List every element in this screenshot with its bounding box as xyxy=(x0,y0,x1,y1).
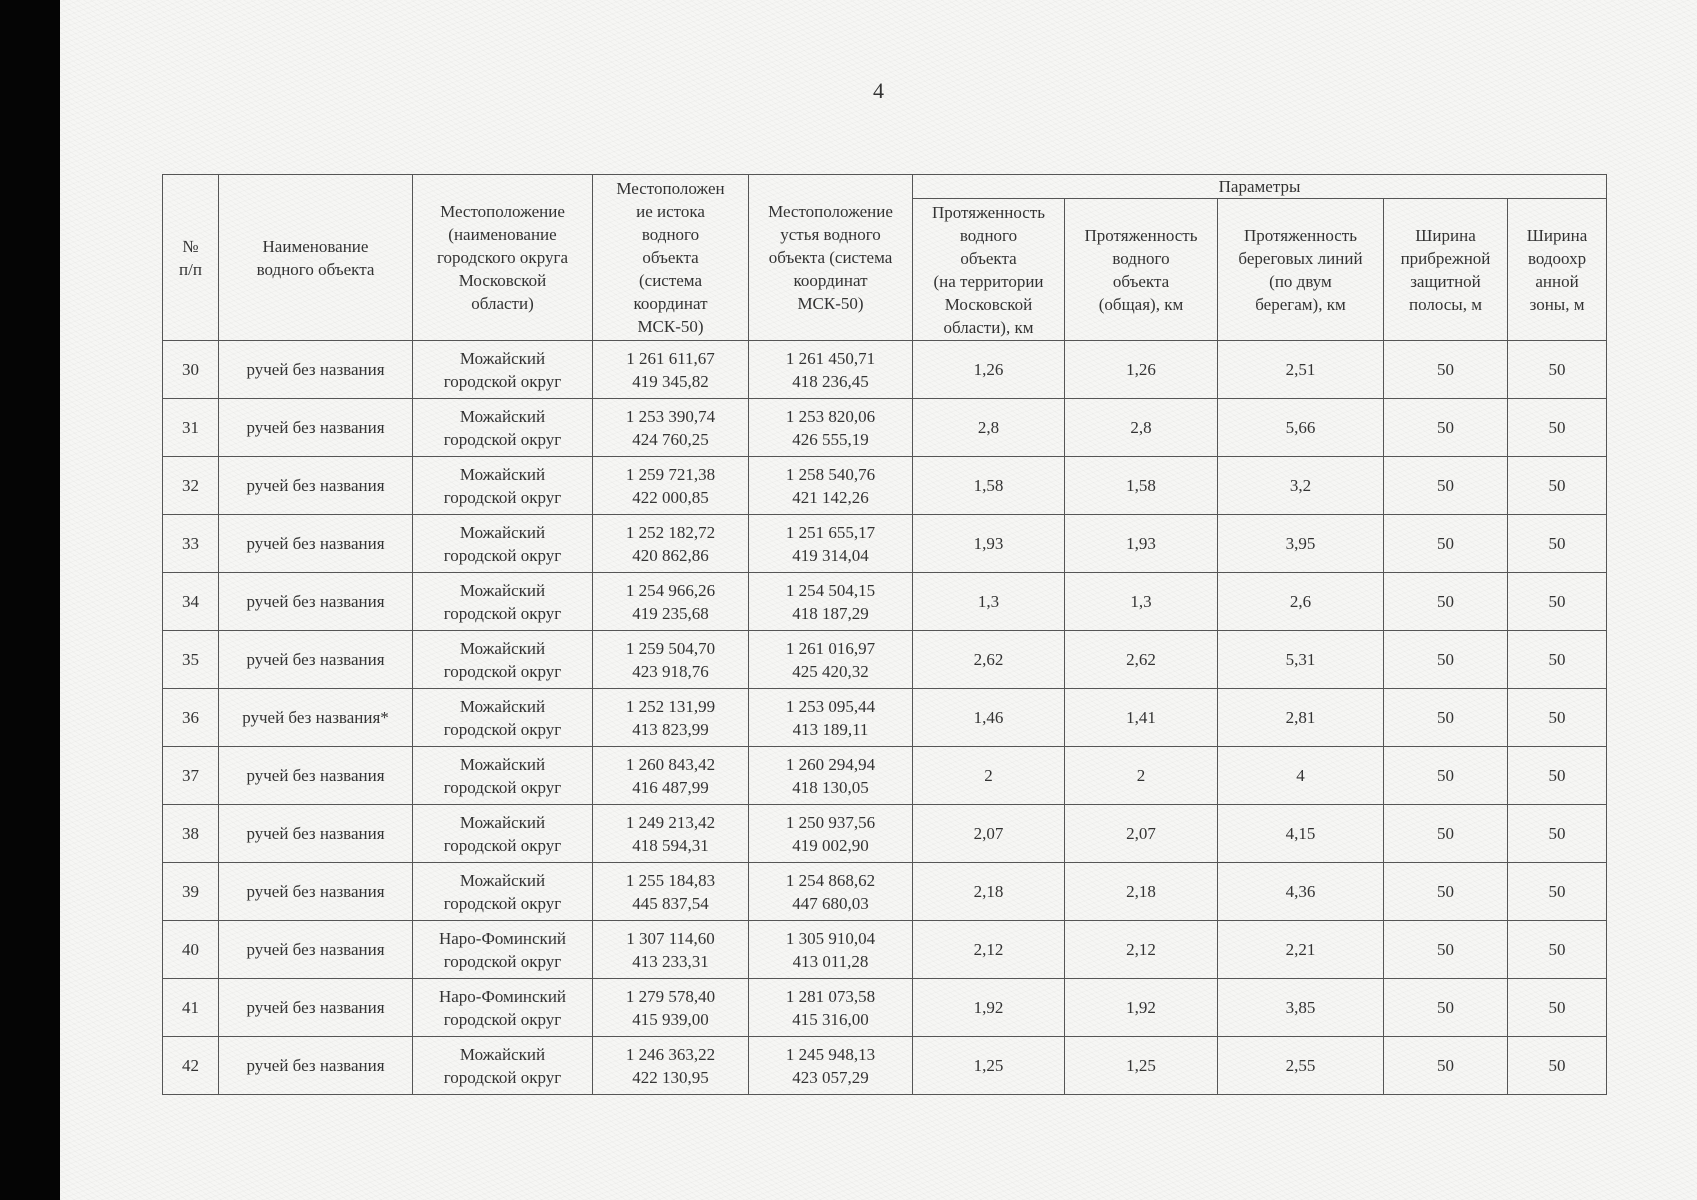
cell-shoreline: 3,95 xyxy=(1218,515,1384,573)
cell-shoreline: 5,31 xyxy=(1218,631,1384,689)
cell-coastal-strip: 50 xyxy=(1384,457,1508,515)
cell-location: Можайский городской округ xyxy=(413,341,593,399)
cell-location: Можайский городской округ xyxy=(413,747,593,805)
cell-shoreline: 2,51 xyxy=(1218,341,1384,399)
cell-num: 34 xyxy=(163,573,219,631)
cell-source-coords: 1 279 578,40 415 939,00 xyxy=(593,979,749,1037)
cell-location: Можайский городской округ xyxy=(413,573,593,631)
cell-length-total: 2 xyxy=(1065,747,1218,805)
cell-shoreline: 4,36 xyxy=(1218,863,1384,921)
cell-mouth-coords: 1 261 450,71 418 236,45 xyxy=(749,341,913,399)
header-water-zone: Ширина водоохр анной зоны, м xyxy=(1508,199,1607,341)
cell-mouth-coords: 1 254 504,15 418 187,29 xyxy=(749,573,913,631)
cell-source-coords: 1 252 131,99 413 823,99 xyxy=(593,689,749,747)
table-row xyxy=(163,863,1607,921)
cell-coastal-strip: 50 xyxy=(1384,515,1508,573)
cell-length-mo: 1,3 xyxy=(913,573,1065,631)
cell-length-mo: 1,92 xyxy=(913,979,1065,1037)
cell-source-coords: 1 252 182,72 420 862,86 xyxy=(593,515,749,573)
cell-location: Можайский городской округ xyxy=(413,515,593,573)
header-coastal-strip: Ширина прибрежной защитной полосы, м xyxy=(1384,199,1508,341)
cell-mouth-coords: 1 253 095,44 413 189,11 xyxy=(749,689,913,747)
table-row xyxy=(163,341,1607,399)
cell-coastal-strip: 50 xyxy=(1384,341,1508,399)
cell-location: Наро-Фоминский городской округ xyxy=(413,921,593,979)
cell-name: ручей без названия xyxy=(219,805,413,863)
cell-source-coords: 1 259 721,38 422 000,85 xyxy=(593,457,749,515)
cell-name: ручей без названия xyxy=(219,573,413,631)
cell-length-mo: 2,62 xyxy=(913,631,1065,689)
cell-length-mo: 1,26 xyxy=(913,341,1065,399)
cell-num: 33 xyxy=(163,515,219,573)
cell-num: 42 xyxy=(163,1037,219,1095)
cell-length-mo: 2,12 xyxy=(913,921,1065,979)
cell-shoreline: 3,85 xyxy=(1218,979,1384,1037)
cell-num: 37 xyxy=(163,747,219,805)
cell-coastal-strip: 50 xyxy=(1384,747,1508,805)
cell-coastal-strip: 50 xyxy=(1384,399,1508,457)
cell-mouth-coords: 1 261 016,97 425 420,32 xyxy=(749,631,913,689)
cell-length-total: 2,8 xyxy=(1065,399,1218,457)
cell-name: ручей без названия xyxy=(219,399,413,457)
table-body xyxy=(163,341,1607,1095)
cell-length-mo: 1,25 xyxy=(913,1037,1065,1095)
cell-num: 39 xyxy=(163,863,219,921)
header-source: Местоположен ие истока водного объекта (система координат МСК-50) xyxy=(593,175,749,341)
cell-shoreline: 2,21 xyxy=(1218,921,1384,979)
cell-water-zone: 50 xyxy=(1508,399,1607,457)
table-row xyxy=(163,515,1607,573)
cell-num: 41 xyxy=(163,979,219,1037)
cell-length-total: 2,12 xyxy=(1065,921,1218,979)
cell-name: ручей без названия xyxy=(219,515,413,573)
cell-shoreline: 4 xyxy=(1218,747,1384,805)
cell-source-coords: 1 254 966,26 419 235,68 xyxy=(593,573,749,631)
cell-mouth-coords: 1 258 540,76 421 142,26 xyxy=(749,457,913,515)
table-row xyxy=(163,573,1607,631)
cell-length-mo: 1,58 xyxy=(913,457,1065,515)
header-length-mo: Протяженность водного объекта (на территории Московской области), км xyxy=(913,199,1065,341)
cell-length-total: 2,18 xyxy=(1065,863,1218,921)
cell-mouth-coords: 1 254 868,62 447 680,03 xyxy=(749,863,913,921)
cell-length-total: 1,93 xyxy=(1065,515,1218,573)
cell-source-coords: 1 255 184,83 445 837,54 xyxy=(593,863,749,921)
cell-water-zone: 50 xyxy=(1508,805,1607,863)
cell-source-coords: 1 246 363,22 422 130,95 xyxy=(593,1037,749,1095)
cell-water-zone: 50 xyxy=(1508,979,1607,1037)
document-page xyxy=(60,0,1697,1200)
cell-coastal-strip: 50 xyxy=(1384,921,1508,979)
page-number: 4 xyxy=(873,78,884,103)
header-num: № п/п xyxy=(163,175,219,341)
table-row xyxy=(163,689,1607,747)
cell-water-zone: 50 xyxy=(1508,631,1607,689)
cell-length-mo: 2,18 xyxy=(913,863,1065,921)
cell-length-total: 1,92 xyxy=(1065,979,1218,1037)
cell-length-mo: 2,8 xyxy=(913,399,1065,457)
cell-length-total: 1,25 xyxy=(1065,1037,1218,1095)
cell-mouth-coords: 1 251 655,17 419 314,04 xyxy=(749,515,913,573)
cell-length-total: 1,3 xyxy=(1065,573,1218,631)
cell-num: 38 xyxy=(163,805,219,863)
table-row xyxy=(163,921,1607,979)
cell-location: Можайский городской округ xyxy=(413,863,593,921)
cell-water-zone: 50 xyxy=(1508,921,1607,979)
cell-location: Можайский городской округ xyxy=(413,689,593,747)
cell-mouth-coords: 1 281 073,58 415 316,00 xyxy=(749,979,913,1037)
cell-coastal-strip: 50 xyxy=(1384,689,1508,747)
cell-name: ручей без названия xyxy=(219,631,413,689)
cell-mouth-coords: 1 253 820,06 426 555,19 xyxy=(749,399,913,457)
header-mouth: Местоположение устья водного объекта (система координат МСК-50) xyxy=(749,175,913,341)
cell-name: ручей без названия xyxy=(219,341,413,399)
cell-length-total: 1,41 xyxy=(1065,689,1218,747)
scan-dark-edge xyxy=(0,0,60,1200)
header-location: Местоположение (наименование городского округа Московской области) xyxy=(413,175,593,341)
cell-shoreline: 2,55 xyxy=(1218,1037,1384,1095)
table-header xyxy=(163,175,1607,341)
cell-water-zone: 50 xyxy=(1508,863,1607,921)
cell-water-zone: 50 xyxy=(1508,457,1607,515)
cell-source-coords: 1 260 843,42 416 487,99 xyxy=(593,747,749,805)
cell-location: Можайский городской округ xyxy=(413,399,593,457)
cell-num: 31 xyxy=(163,399,219,457)
cell-location: Можайский городской округ xyxy=(413,457,593,515)
header-length-total: Протяженность водного объекта (общая), км xyxy=(1065,199,1218,341)
cell-shoreline: 4,15 xyxy=(1218,805,1384,863)
table-row xyxy=(163,747,1607,805)
water-bodies-table xyxy=(162,174,1607,1095)
cell-num: 30 xyxy=(163,341,219,399)
cell-name: ручей без названия* xyxy=(219,689,413,747)
table-row xyxy=(163,399,1607,457)
cell-name: ручей без названия xyxy=(219,747,413,805)
table-row xyxy=(163,805,1607,863)
table-row xyxy=(163,1037,1607,1095)
cell-length-total: 1,26 xyxy=(1065,341,1218,399)
cell-num: 36 xyxy=(163,689,219,747)
cell-water-zone: 50 xyxy=(1508,341,1607,399)
table-row xyxy=(163,457,1607,515)
cell-length-total: 2,07 xyxy=(1065,805,1218,863)
cell-coastal-strip: 50 xyxy=(1384,631,1508,689)
cell-num: 32 xyxy=(163,457,219,515)
table-row xyxy=(163,631,1607,689)
cell-water-zone: 50 xyxy=(1508,689,1607,747)
cell-shoreline: 2,81 xyxy=(1218,689,1384,747)
cell-water-zone: 50 xyxy=(1508,515,1607,573)
header-params-group: Параметры xyxy=(913,175,1607,199)
cell-shoreline: 2,6 xyxy=(1218,573,1384,631)
cell-name: ручей без названия xyxy=(219,457,413,515)
cell-length-mo: 2 xyxy=(913,747,1065,805)
cell-num: 40 xyxy=(163,921,219,979)
cell-location: Наро-Фоминский городской округ xyxy=(413,979,593,1037)
cell-source-coords: 1 259 504,70 423 918,76 xyxy=(593,631,749,689)
cell-mouth-coords: 1 245 948,13 423 057,29 xyxy=(749,1037,913,1095)
cell-name: ручей без названия xyxy=(219,979,413,1037)
cell-name: ручей без названия xyxy=(219,863,413,921)
cell-location: Можайский городской округ xyxy=(413,805,593,863)
cell-location: Можайский городской округ xyxy=(413,631,593,689)
cell-source-coords: 1 253 390,74 424 760,25 xyxy=(593,399,749,457)
cell-water-zone: 50 xyxy=(1508,747,1607,805)
table-row xyxy=(163,979,1607,1037)
cell-coastal-strip: 50 xyxy=(1384,573,1508,631)
cell-length-total: 2,62 xyxy=(1065,631,1218,689)
cell-coastal-strip: 50 xyxy=(1384,805,1508,863)
cell-source-coords: 1 249 213,42 418 594,31 xyxy=(593,805,749,863)
cell-coastal-strip: 50 xyxy=(1384,863,1508,921)
cell-mouth-coords: 1 305 910,04 413 011,28 xyxy=(749,921,913,979)
cell-shoreline: 5,66 xyxy=(1218,399,1384,457)
cell-length-mo: 1,93 xyxy=(913,515,1065,573)
cell-location: Можайский городской округ xyxy=(413,1037,593,1095)
header-shoreline: Протяженность береговых линий (по двум берегам), км xyxy=(1218,199,1384,341)
cell-coastal-strip: 50 xyxy=(1384,979,1508,1037)
cell-length-mo: 2,07 xyxy=(913,805,1065,863)
cell-name: ручей без названия xyxy=(219,921,413,979)
cell-water-zone: 50 xyxy=(1508,1037,1607,1095)
cell-name: ручей без названия xyxy=(219,1037,413,1095)
cell-water-zone: 50 xyxy=(1508,573,1607,631)
cell-length-mo: 1,46 xyxy=(913,689,1065,747)
cell-source-coords: 1 261 611,67 419 345,82 xyxy=(593,341,749,399)
header-name: Наименование водного объекта xyxy=(219,175,413,341)
cell-source-coords: 1 307 114,60 413 233,31 xyxy=(593,921,749,979)
cell-mouth-coords: 1 250 937,56 419 002,90 xyxy=(749,805,913,863)
cell-coastal-strip: 50 xyxy=(1384,1037,1508,1095)
cell-shoreline: 3,2 xyxy=(1218,457,1384,515)
cell-mouth-coords: 1 260 294,94 418 130,05 xyxy=(749,747,913,805)
cell-length-total: 1,58 xyxy=(1065,457,1218,515)
cell-num: 35 xyxy=(163,631,219,689)
